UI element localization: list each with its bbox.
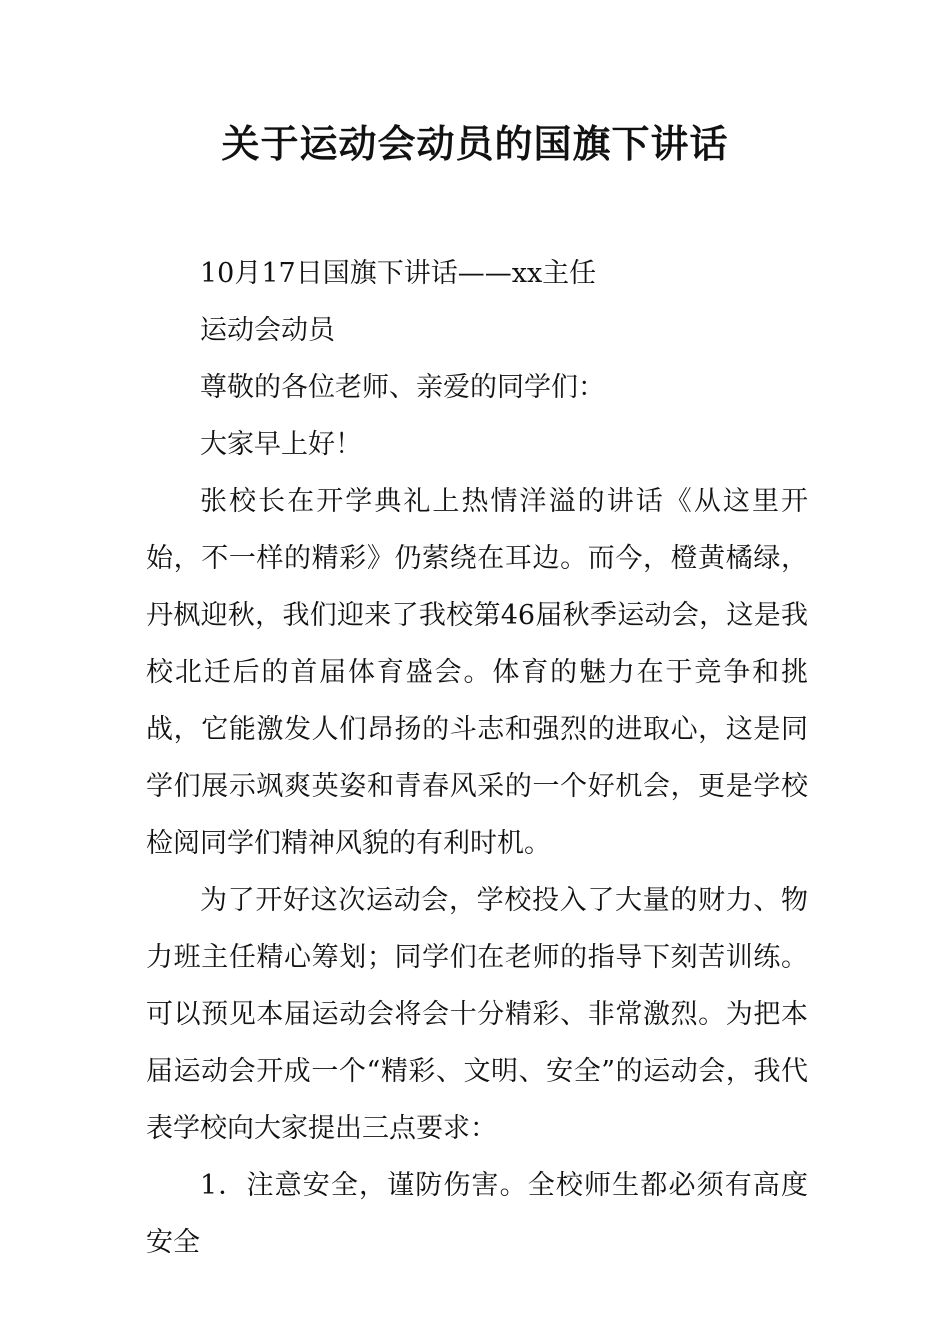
greeting-line: 大家早上好！ [200, 429, 362, 460]
speech-date-line: 10月17日国旗下讲话——xx主任 [200, 258, 597, 289]
speech-subject-line: 运动会动员 [200, 315, 335, 346]
requirement-item: 1．注意安全，谨防伤害。全校师生都必须有高度安全 [146, 1170, 808, 1258]
document-title: 关于运动会动员的国旗下讲话 [221, 121, 729, 166]
body-paragraph: 为了开好这次运动会，学校投入了大量的财力、物力班主任精心筹划；同学们在老师的指导下刻苦训练。可以预见本届运动会将会十分精彩、非常激烈。为把本届运动会开成一个“精彩、文明、安全”的运动会，我代表学校向大家提出三点要求： [146, 885, 808, 1144]
document-body [146, 245, 808, 1271]
body-paragraph: 张校长在开学典礼上热情洋溢的讲话《从这里开始，不一样的精彩》仍萦绕在耳边。而今，橙黄橘绿，丹枫迎秋，我们迎来了我校第46届秋季运动会，这是我校北迁后的首届体育盛会。体育的魅力在于竞争和挑战，它能激发人们昂扬的斗志和强烈的进取心，这是同学们展示飒爽英姿和青春风采的一个好机会，更是学校检阅同学们精神风貌的有利时机。 [146, 486, 808, 859]
salutation-line: 尊敬的各位老师、亲爱的同学们： [200, 372, 605, 403]
